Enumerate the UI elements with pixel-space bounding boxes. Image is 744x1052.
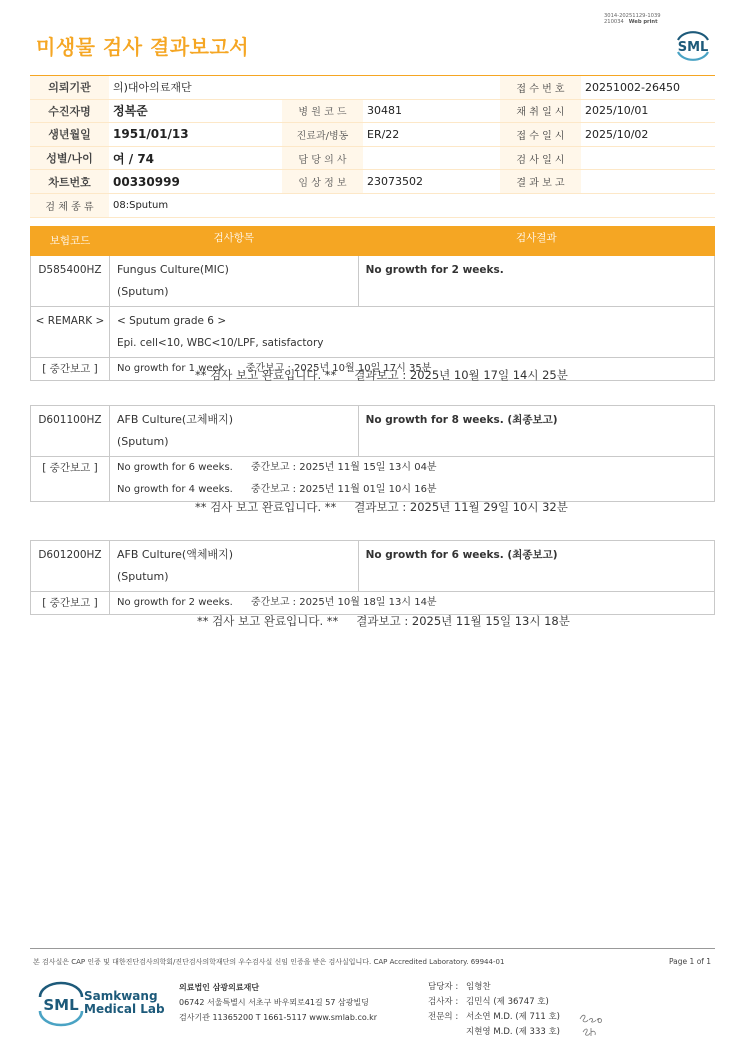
interim-time: 중간보고 : 2025년 11월 15일 13시 04분 [250, 462, 437, 473]
info-label: 차트번호 [30, 170, 109, 194]
test-result: No growth for 6 weeks. (최종보고) [358, 541, 714, 592]
result-table [30, 405, 715, 502]
remark-text [109, 307, 714, 358]
staff-row [428, 980, 560, 995]
interim-text: No growth for 2 weeks. [116, 597, 233, 608]
interim-label: [ 중간보고 ] [31, 457, 110, 502]
info-value: 의)대아의료재단 [109, 76, 282, 100]
info-value [363, 146, 500, 170]
interim-label: [ 중간보고 ] [31, 358, 110, 381]
info-label: 채 취 일 시 [500, 99, 581, 123]
header-code: 보험코드 [31, 227, 110, 256]
result-table [30, 540, 715, 615]
test-item-specimen: (Sputum) [116, 285, 169, 298]
test-item [109, 256, 358, 307]
specimen-value: 08:Sputum [109, 193, 715, 217]
remark-row [31, 307, 715, 358]
brand-name [84, 990, 165, 1016]
result-table [30, 226, 715, 381]
info-label: 임 상 정 보 [282, 170, 363, 194]
info-value: 여 / 74 [109, 146, 282, 170]
report-complete-line [195, 367, 568, 383]
info-label: 성별/나이 [30, 146, 109, 170]
info-label: 진료과/병동 [282, 123, 363, 147]
staff-name: 지현영 M.D. (제 333 호) [466, 1027, 561, 1037]
interim-reports [109, 457, 714, 502]
brand-line2: Medical Lab [84, 1002, 165, 1016]
info-label: 생년월일 [30, 123, 109, 147]
svg-text:SML: SML [43, 996, 79, 1014]
meta-line1: 3014-20251129-1039 [604, 13, 661, 19]
info-label: 검 사 일 시 [500, 146, 581, 170]
report-complete-text: ** 검사 보고 완료입니다. ** [195, 368, 337, 382]
info-value: 20251002-26450 [581, 76, 715, 100]
interim-row [31, 592, 715, 615]
interim-time: 중간보고 : 2025년 10월 18일 13시 14분 [250, 597, 437, 608]
specimen-row [30, 193, 715, 217]
test-code: D601100HZ [31, 406, 110, 457]
interim-time: 중간보고 : 2025년 11월 01일 10시 16분 [250, 484, 437, 495]
result-header-row [31, 227, 715, 256]
info-label: 수진자명 [30, 99, 109, 123]
interim-time: 중간보고 : 2025년 10월 10일 17시 35분 [245, 363, 432, 374]
staff-row [428, 1010, 560, 1025]
staff-row [428, 1025, 560, 1040]
info-row [30, 170, 715, 194]
final-report-time: 결과보고 : 2025년 11월 15일 13시 18분 [356, 614, 570, 628]
info-label: 의뢰기관 [30, 76, 109, 100]
final-report-time: 결과보고 : 2025년 11월 29일 10시 32분 [354, 500, 568, 514]
page-title: 미생물 검사 결과보고서 [36, 35, 250, 59]
patient-info-table [30, 75, 715, 218]
info-row [30, 123, 715, 147]
test-item-name: AFB Culture(고체배지) [116, 413, 233, 426]
header-result: 검사결과 [358, 227, 714, 256]
staff-row [428, 995, 560, 1010]
info-row [30, 146, 715, 170]
info-value: 23073502 [363, 170, 500, 194]
info-row [30, 99, 715, 123]
interim-text: No growth for 1 week. [116, 363, 228, 374]
test-item [109, 406, 358, 457]
info-label: 병 원 코 드 [282, 99, 363, 123]
info-value: 1951/01/13 [109, 123, 282, 147]
info-value: 2025/10/01 [581, 99, 715, 123]
final-report-time: 결과보고 : 2025년 10월 17일 14시 25분 [354, 368, 568, 382]
accreditation-note: 본 검사실은 CAP 인증 및 대한진단검사의학회/진단검사의학재단의 우수검사실 신임 인증을 받은 검사실입니다. CAP Accredited Laboratory. 69944-01 [33, 958, 505, 966]
interim-text: No growth for 6 weeks. [116, 462, 233, 473]
interim-label: [ 중간보고 ] [31, 592, 110, 615]
test-item-specimen: (Sputum) [116, 435, 169, 448]
interim-line [117, 479, 707, 501]
test-row [31, 256, 715, 307]
staff-name: 김민식 (제 36747 호) [466, 997, 549, 1007]
staff-role: 담당자 : [428, 982, 459, 992]
web-print-label: Web print [628, 19, 658, 26]
organization-info [179, 980, 377, 1025]
org-name: 의료법인 삼광의료재단 [179, 983, 260, 992]
interim-text: No growth for 4 weeks. [116, 484, 233, 495]
test-result: No growth for 8 weeks. (최종보고) [358, 406, 714, 457]
info-label: 접 수 일 시 [500, 123, 581, 147]
report-complete-text: ** 검사 보고 완료입니다. ** [195, 500, 337, 514]
test-item-name: AFB Culture(액체배지) [116, 548, 233, 561]
staff-list [428, 980, 560, 1040]
meta-line2: 210034 Web print [604, 19, 658, 26]
report-complete-line [197, 613, 570, 629]
staff-role: 검사자 : [428, 997, 459, 1007]
signature-icon [577, 1010, 607, 1040]
interim-reports [109, 592, 714, 615]
org-contact: 검사기관 11365200 T 1661-5117 www.smlab.co.kr [179, 1013, 378, 1022]
interim-row [31, 457, 715, 502]
test-code: D585400HZ [31, 256, 110, 307]
info-value: 2025/10/02 [581, 123, 715, 147]
info-value [581, 170, 715, 194]
sml-logo-icon [670, 24, 716, 66]
info-value [581, 146, 715, 170]
info-value: 30481 [363, 99, 500, 123]
footer-divider [30, 948, 715, 949]
samkwang-logo-icon [36, 979, 86, 1027]
brand-line1: Samkwang [84, 989, 158, 1003]
remark-label: < REMARK > [31, 307, 110, 358]
specimen-label: 검 체 종 류 [30, 193, 109, 217]
svg-text:SML: SML [677, 40, 709, 55]
test-code: D601200HZ [31, 541, 110, 592]
info-label [282, 76, 363, 100]
info-value [363, 76, 500, 100]
info-label: 접 수 번 호 [500, 76, 581, 100]
test-item [109, 541, 358, 592]
staff-name: 서소연 M.D. (제 711 호) [466, 1012, 561, 1022]
test-result: No growth for 2 weeks. [358, 256, 714, 307]
staff-role: 전문의 : [428, 1012, 459, 1022]
test-row [31, 541, 715, 592]
interim-line [117, 457, 707, 479]
remark-line: < Sputum grade 6 > [116, 315, 227, 327]
test-row [31, 406, 715, 457]
remark-line: Epi. cell<10, WBC<10/LPF, satisfactory [116, 337, 324, 349]
header-item: 검사항목 [109, 227, 358, 256]
test-item-specimen: (Sputum) [116, 570, 169, 583]
info-row [30, 76, 715, 100]
info-value: 00330999 [109, 170, 282, 194]
interim-line [117, 592, 707, 614]
page-number: Page 1 of 1 [669, 957, 712, 966]
report-complete-text: ** 검사 보고 완료입니다. ** [197, 614, 339, 628]
info-label: 담 당 의 사 [282, 146, 363, 170]
test-item-name: Fungus Culture(MIC) [116, 263, 229, 276]
org-address: 06742 서울특별시 서초구 바우뫼로41길 57 삼광빌딩 [179, 998, 369, 1007]
info-value: 정복준 [109, 99, 282, 123]
staff-name: 임형찬 [466, 982, 491, 992]
document-meta [604, 13, 661, 25]
report-complete-line [195, 499, 568, 515]
info-value: ER/22 [363, 123, 500, 147]
info-label: 결 과 보 고 [500, 170, 581, 194]
